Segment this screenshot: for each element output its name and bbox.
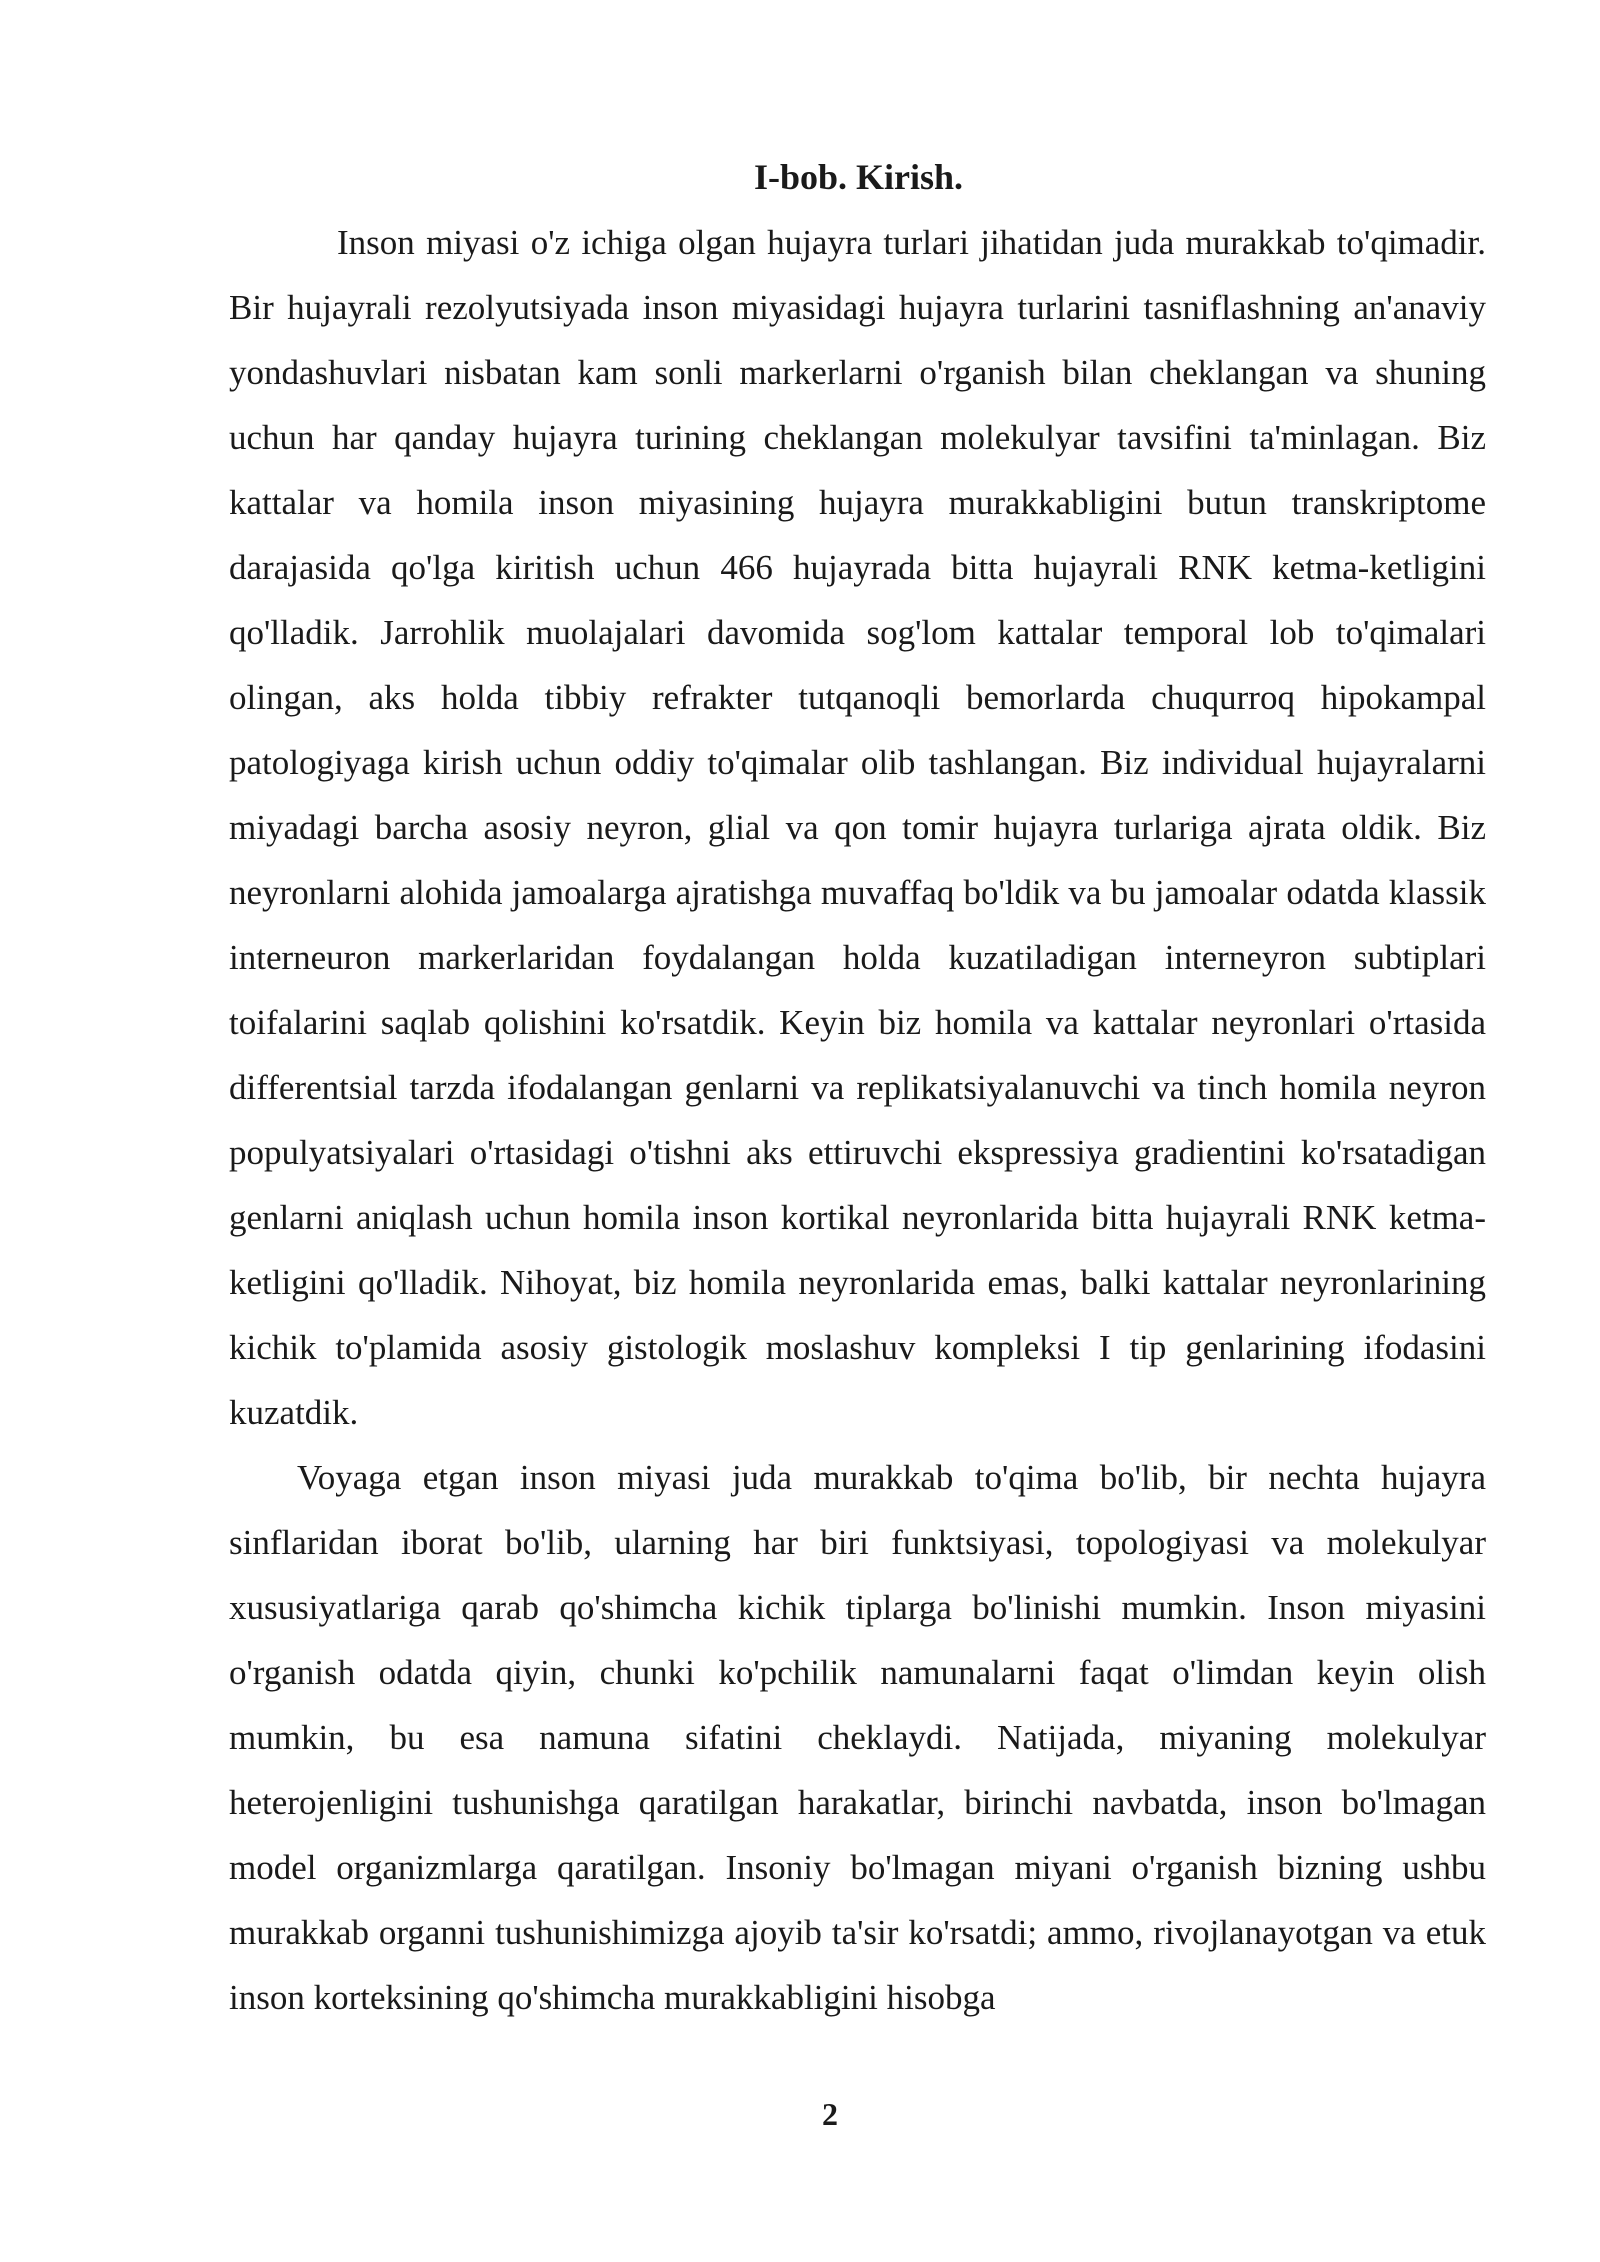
paragraph-1: Inson miyasi o'z ichiga olgan hujayra turlari jihatidan juda murakkab to'qimadir. Bir hujayrali rezolyutsiyada inson miyasidagi hujayra turlarini tasniflashning an'anaviy yondashuvlari nisbatan kam sonli markerlarni o'rganish bilan cheklangan va shuning uchun har qanday hujayra turining cheklangan molekulyar tavsifini ta'minlagan. Biz kattalar va homila inson miyasining hujayra murakkabligini butun transkriptome darajasida qo'lga kiritish uchun 466 hujayrada bitta hujayrali RNK ketma-ketligini qo'lladik. Jarrohlik muolajalari davomida sog'lom kattalar temporal lob to'qimalari olingan, aks holda tibbiy refrakter tutqanoqli bemorlarda chuqurroq hipokampal patologiyaga kirish uchun oddiy to'qimalar olib tashlangan. Biz individual hujayralarni miyadagi barcha asosiy neyron, glial va qon tomir hujayra turlariga ajrata oldik. Biz neyronlarni alohida jamoalarga ajratishga muvaffaq bo'ldik va bu jamoalar odatda klassik interneuron markerlaridan foydalangan holda kuzatiladigan interneyron subtiplari toifalarini saqlab qolishini ko'rsatdik. Keyin biz homila va kattalar neyronlari o'rtasida differentsial tarzda ifodalangan genlarni va replikatsiyalanuvchi va tinch homila neyron populyatsiyalari o'rtasidagi o'tishni aks ettiruvchi ekspressiya gradientini ko'rsatadigan genlarni aniqlash uchun homila inson kortikal neyronlarida bitta hujayrali RNK ketma-ketligini qo'lladik. Nihoyat, biz homila neyronlarida emas, balki kattalar neyronlarining kichik to'plamida asosiy gistologik moslashuv kompleksi I tip genlarining ifodasini kuzatdik. <box>229 223 1486 1432</box>
paragraph-2: Voyaga etgan inson miyasi juda murakkab to'qima bo'lib, bir nechta hujayra sinflaridan iborat bo'lib, ularning har biri funktsiyasi, topologiyasi va molekulyar xususiyatlariga qarab qo'shimcha kichik tiplarga bo'linishi mumkin. Inson miyasini o'rganish odatda qiyin, chunki ko'pchilik namunalarni faqat o'limdan keyin olish mumkin, bu esa namuna sifatini cheklaydi. Natijada, miyaning molekulyar heterojenligini tushunishga qaratilgan harakatlar, birinchi navbatda, inson bo'lmagan model organizmlarga qaratilgan. Insoniy bo'lmagan miyani o'rganish bizning ushbu murakkab organni tushunishimizga ajoyib ta'sir ko'rsatdi; ammo, rivojlanayotgan va etuk inson korteksining qo'shimcha murakkabligini hisobga <box>229 1458 1486 2017</box>
page-number: 2 <box>822 2096 838 2132</box>
text-body <box>229 145 1486 2030</box>
chapter-heading: I-bob. Kirish. <box>753 157 964 197</box>
